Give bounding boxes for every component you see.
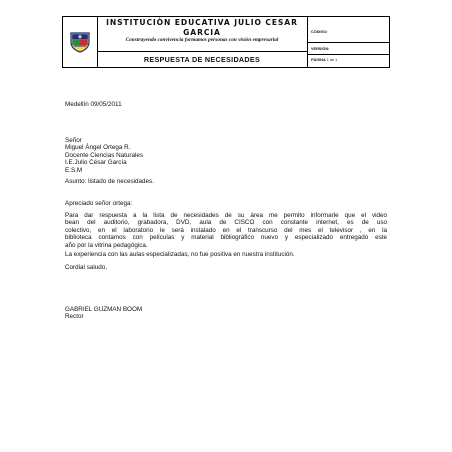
signature-block: [65, 306, 142, 321]
recipient-line: E.S.M: [65, 166, 83, 174]
recipient-line: Señor: [65, 137, 82, 144]
document-header: [62, 16, 390, 68]
shield-emblem-icon: [68, 31, 92, 53]
codigo-label: CÓDIGO:: [311, 30, 328, 34]
pagina-value: 1 de 1: [326, 58, 338, 62]
pagina-label: PÁGINA: [311, 58, 326, 62]
closing: Cordial saludo,: [65, 264, 108, 271]
place-date: Medellín 09/05/2011: [65, 101, 122, 108]
recipient-line: Docente Ciencias Naturales: [65, 151, 144, 159]
paragraph-line: bean del auditorio, grabadora, DVD, aula de CISCO con constante internet, es de uso: [65, 219, 387, 227]
paragraph-line: colectivo, en el laboratorio le será instalado en el transcurso del mes el televisor , en la: [65, 226, 387, 234]
paragraph-line: Para dar respuesta a la lista de necesidades de su área me permito informarle que el video: [65, 212, 387, 219]
paragraph-line: año por la vitrina pedagógica.: [65, 241, 148, 249]
greeting: Apreciado señor ortega:: [65, 200, 133, 207]
signer-name: GABRIEL GUZMAN BOOM: [65, 306, 143, 313]
codigo-field: [308, 17, 390, 43]
version-label: VERSIÓN:: [311, 47, 330, 51]
institution-logo: [63, 17, 98, 67]
institution-slogan: Construyendo convivencia formamos personas con visión empresarial: [125, 37, 279, 43]
signer-title: Rector: [65, 313, 84, 321]
institution-title: INSTITUCIÒN EDUCATIVA JULIO CESAR GARCIA: [106, 18, 298, 37]
body-paragraph-1: [65, 212, 387, 249]
recipient-line: I.E.Julio César García: [65, 159, 127, 167]
pagina-field: [308, 55, 390, 67]
subject-line: Asunto: listado de necesidades.: [65, 178, 154, 185]
header-meta: [308, 17, 390, 67]
body-paragraph-2: La experiencia con las aulas especializadas, no fue positiva en nuestra institución.: [65, 251, 295, 258]
paragraph-line: biblioteca contamos con películas y material bibliográfico nuevo y especializado entregado este: [65, 234, 387, 242]
document-title: RESPUESTA DE NECESIDADES: [97, 51, 308, 67]
version-field: [308, 43, 390, 55]
recipient-line: Miguel Ángel Ortega R.: [65, 144, 131, 152]
recipient-block: [65, 137, 143, 174]
header-title-cell: [97, 17, 308, 52]
